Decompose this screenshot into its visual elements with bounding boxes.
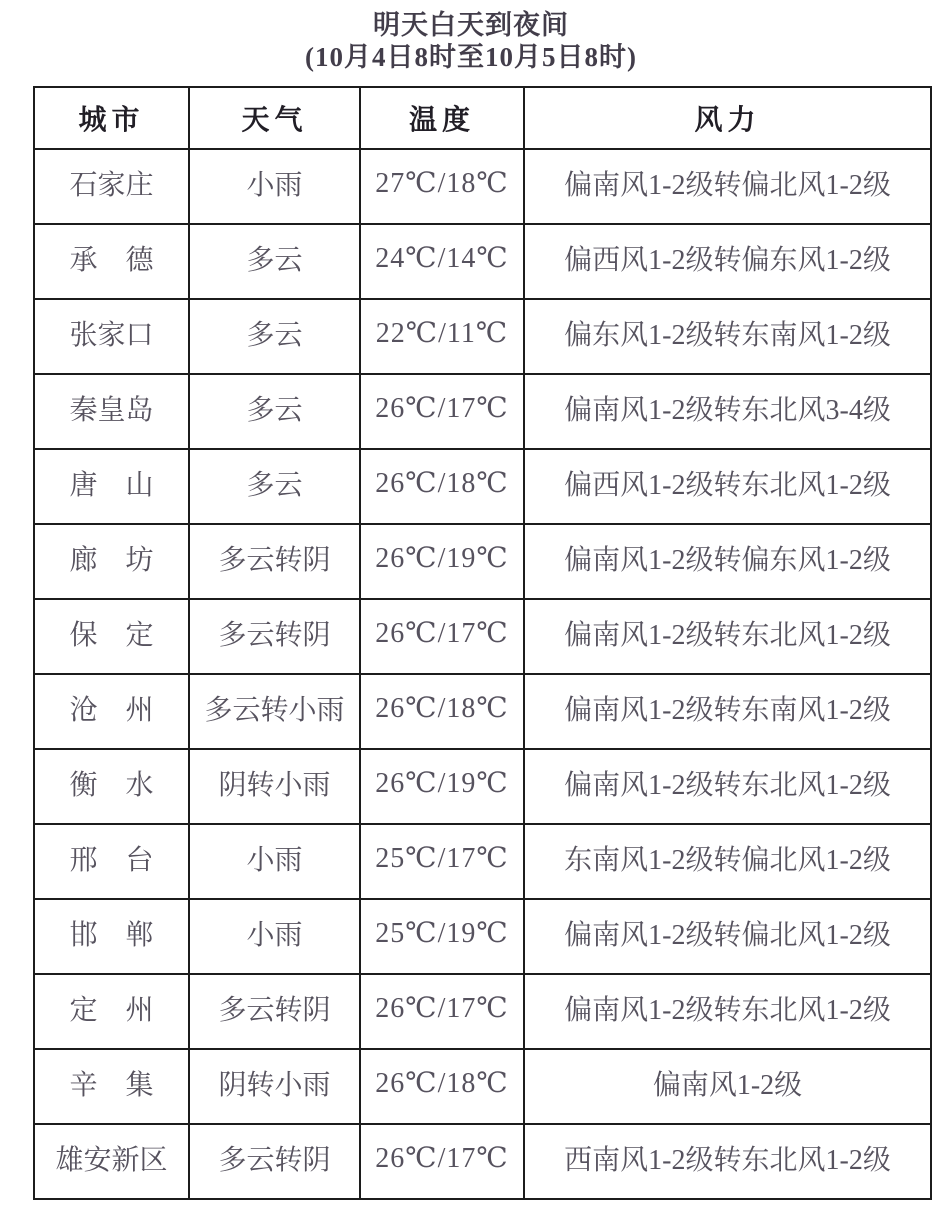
temperature-cell: 25℃/19℃ bbox=[360, 899, 524, 974]
city-cell: 邢 台 bbox=[34, 824, 189, 899]
header-cell-city: 城市 bbox=[34, 87, 189, 149]
header-cell-temperature: 温度 bbox=[360, 87, 524, 149]
header-row bbox=[34, 87, 931, 149]
table-row bbox=[34, 524, 931, 599]
wind-cell: 偏西风1-2级转偏东风1-2级 bbox=[524, 224, 931, 299]
weather-cell: 阴转小雨 bbox=[189, 1049, 360, 1124]
wind-cell: 偏南风1-2级转偏东风1-2级 bbox=[524, 524, 931, 599]
table-row bbox=[34, 1049, 931, 1124]
temperature-cell: 26℃/17℃ bbox=[360, 599, 524, 674]
forecast-table bbox=[33, 86, 932, 1200]
temperature-cell: 26℃/18℃ bbox=[360, 674, 524, 749]
table-row bbox=[34, 599, 931, 674]
weather-cell: 多云转阴 bbox=[189, 524, 360, 599]
wind-cell: 偏东风1-2级转东南风1-2级 bbox=[524, 299, 931, 374]
header-cell-wind: 风力 bbox=[524, 87, 931, 149]
table-row bbox=[34, 1124, 931, 1199]
title-line-1: 明天白天到夜间 bbox=[373, 10, 569, 40]
weather-cell: 多云 bbox=[189, 449, 360, 524]
temperature-cell: 24℃/14℃ bbox=[360, 224, 524, 299]
wind-cell: 偏南风1-2级转东北风1-2级 bbox=[524, 974, 931, 1049]
page-title bbox=[0, 0, 942, 73]
temperature-cell: 26℃/18℃ bbox=[360, 1049, 524, 1124]
wind-cell: 东南风1-2级转偏北风1-2级 bbox=[524, 824, 931, 899]
wind-cell: 偏南风1-2级转偏北风1-2级 bbox=[524, 899, 931, 974]
temperature-cell: 25℃/17℃ bbox=[360, 824, 524, 899]
wind-cell: 偏南风1-2级转东北风3-4级 bbox=[524, 374, 931, 449]
city-cell: 唐 山 bbox=[34, 449, 189, 524]
weather-cell: 多云 bbox=[189, 224, 360, 299]
table-row bbox=[34, 299, 931, 374]
temperature-cell: 26℃/17℃ bbox=[360, 974, 524, 1049]
weather-cell: 阴转小雨 bbox=[189, 749, 360, 824]
city-cell: 秦皇岛 bbox=[34, 374, 189, 449]
city-cell: 辛 集 bbox=[34, 1049, 189, 1124]
city-cell: 保 定 bbox=[34, 599, 189, 674]
city-cell: 石家庄 bbox=[34, 149, 189, 224]
temperature-cell: 26℃/19℃ bbox=[360, 749, 524, 824]
temperature-cell: 27℃/18℃ bbox=[360, 149, 524, 224]
table-row bbox=[34, 224, 931, 299]
wind-cell: 偏西风1-2级转东北风1-2级 bbox=[524, 449, 931, 524]
header-cell-weather: 天气 bbox=[189, 87, 360, 149]
wind-cell: 偏南风1-2级 bbox=[524, 1049, 931, 1124]
title-line-2: (10月4日8时至10月5日8时) bbox=[305, 42, 637, 72]
table-row bbox=[34, 674, 931, 749]
weather-cell: 多云 bbox=[189, 374, 360, 449]
city-cell: 承 德 bbox=[34, 224, 189, 299]
weather-cell: 多云转阴 bbox=[189, 1124, 360, 1199]
table-row bbox=[34, 824, 931, 899]
wind-cell: 偏南风1-2级转东南风1-2级 bbox=[524, 674, 931, 749]
wind-cell: 偏南风1-2级转偏北风1-2级 bbox=[524, 149, 931, 224]
city-cell: 衡 水 bbox=[34, 749, 189, 824]
weather-cell: 小雨 bbox=[189, 149, 360, 224]
weather-cell: 多云转小雨 bbox=[189, 674, 360, 749]
city-cell: 张家口 bbox=[34, 299, 189, 374]
weather-cell: 多云 bbox=[189, 299, 360, 374]
city-cell: 廊 坊 bbox=[34, 524, 189, 599]
table-row bbox=[34, 974, 931, 1049]
wind-cell: 偏南风1-2级转东北风1-2级 bbox=[524, 599, 931, 674]
table-row bbox=[34, 899, 931, 974]
wind-cell: 偏南风1-2级转东北风1-2级 bbox=[524, 749, 931, 824]
table-row bbox=[34, 449, 931, 524]
temperature-cell: 26℃/17℃ bbox=[360, 1124, 524, 1199]
city-cell: 雄安新区 bbox=[34, 1124, 189, 1199]
weather-cell: 小雨 bbox=[189, 899, 360, 974]
temperature-cell: 26℃/17℃ bbox=[360, 374, 524, 449]
table-row bbox=[34, 374, 931, 449]
city-cell: 沧 州 bbox=[34, 674, 189, 749]
weather-cell: 小雨 bbox=[189, 824, 360, 899]
weather-cell: 多云转阴 bbox=[189, 974, 360, 1049]
temperature-cell: 26℃/19℃ bbox=[360, 524, 524, 599]
temperature-cell: 22℃/11℃ bbox=[360, 299, 524, 374]
temperature-cell: 26℃/18℃ bbox=[360, 449, 524, 524]
table-row bbox=[34, 749, 931, 824]
wind-cell: 西南风1-2级转东北风1-2级 bbox=[524, 1124, 931, 1199]
table-row bbox=[34, 149, 931, 224]
weather-cell: 多云转阴 bbox=[189, 599, 360, 674]
city-cell: 定 州 bbox=[34, 974, 189, 1049]
city-cell: 邯 郸 bbox=[34, 899, 189, 974]
